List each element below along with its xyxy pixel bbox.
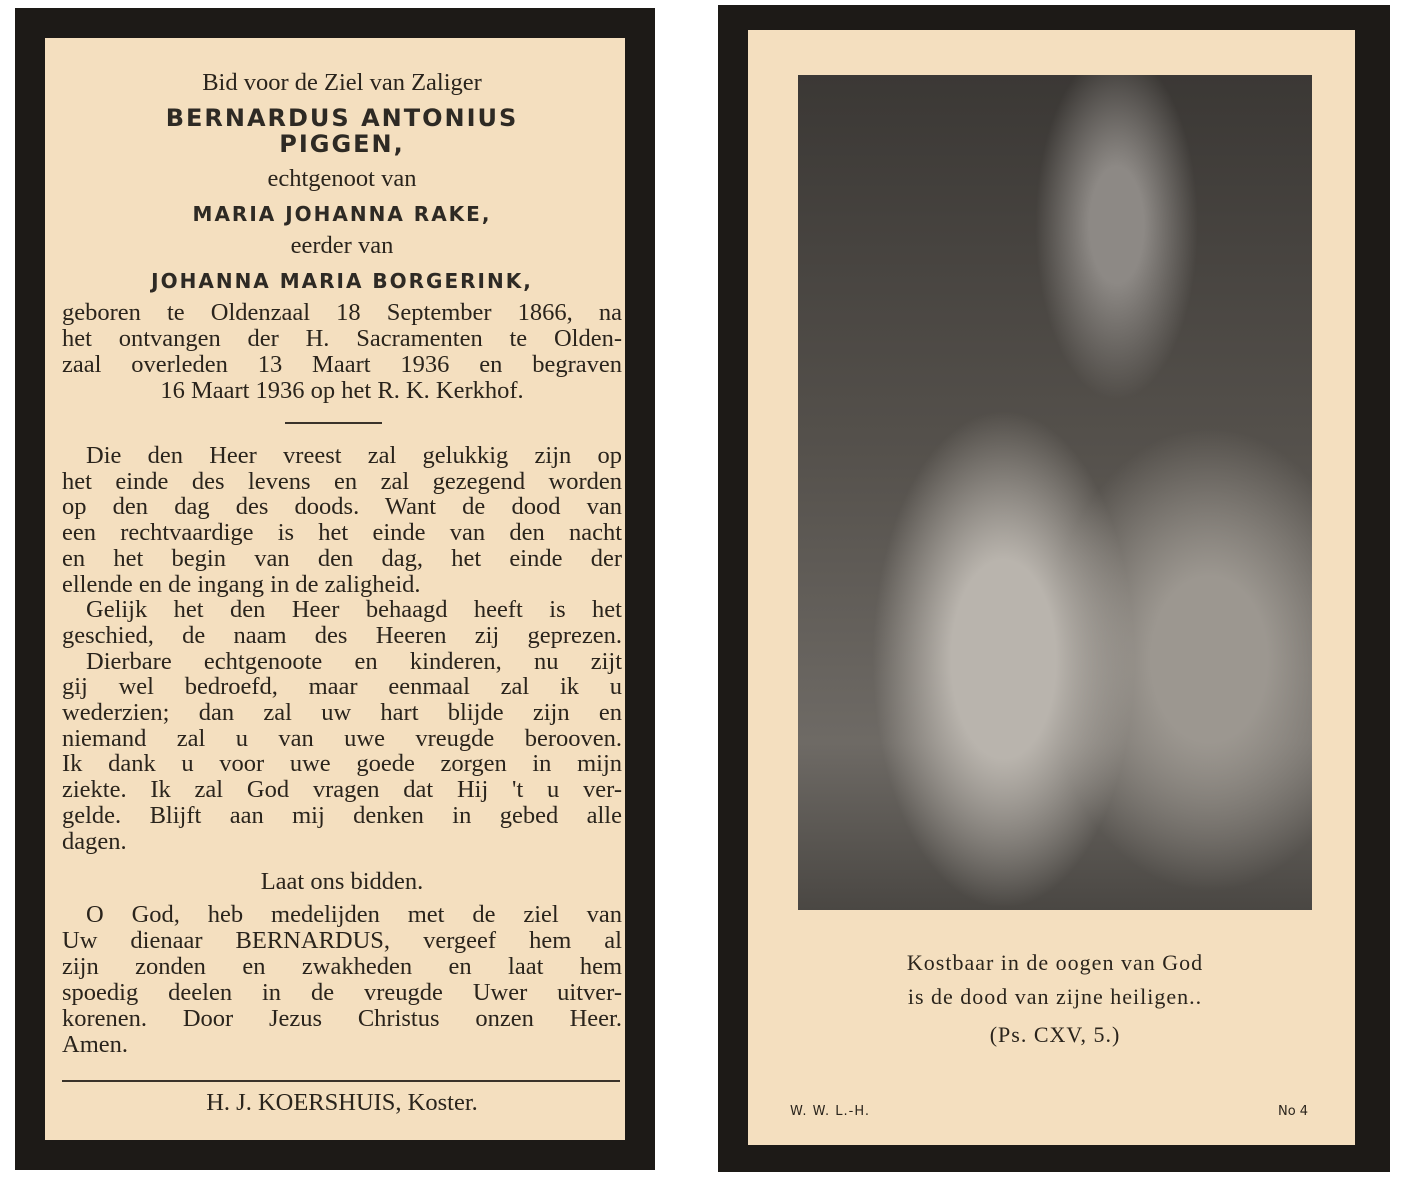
signature-divider xyxy=(62,1080,620,1082)
prayer-heading: Laat ons bidden. xyxy=(260,868,424,895)
text-line: ellende en de ingang in de zaligheid. xyxy=(62,570,421,598)
text-line: Dierbare echtgenoote en kinderen, nu zijt xyxy=(86,647,622,675)
text-line: ziekte. Ik zal God vragen dat Hij 't u ver- xyxy=(62,776,622,804)
text-line: gelde. Blijft aan mij denken in gebed alle xyxy=(62,801,622,829)
text-line: Die den Heer vreest zal gelukkig zijn op xyxy=(86,442,622,469)
text-line: Amen. xyxy=(62,1031,128,1058)
text-line: spoedig deelen in de vreugde Uwer uitver- xyxy=(62,979,622,1006)
text-line: gij wel bedroefd, maar eenmaal zal ik u xyxy=(62,673,622,701)
deceased-surname: PIGGEN, xyxy=(279,130,405,158)
citation: (Ps. CXV, 5.) xyxy=(989,1022,1121,1047)
former-intro: eerder van xyxy=(290,232,394,259)
text-line: korenen. Door Jezus Christus onzen Heer. xyxy=(62,1005,622,1032)
text-line: en het begin van den dag, het einde der xyxy=(62,544,622,572)
deceased-name: BERNARDUS ANTONIUS xyxy=(165,104,519,132)
card-number: No 4 xyxy=(1278,1104,1309,1119)
spouse-name: MARIA JOHANNA RAKE, xyxy=(192,202,492,226)
text-line: Gelijk het den Heer behaagd heeft is het xyxy=(86,596,622,624)
text-line: op den dag des doods. Want de dood van xyxy=(62,493,622,521)
former-spouse-name: JOHANNA MARIA BORGERINK, xyxy=(151,269,533,293)
text-line: 16 Maart 1936 op het R. K. Kerkhof. xyxy=(160,377,524,404)
signature: H. J. KOERSHUIS, Koster. xyxy=(206,1089,478,1116)
text-line: Uw dienaar BERNARDUS, vergeef hem al xyxy=(62,927,622,954)
quote-line-1: Kostbaar in de oogen van God xyxy=(906,950,1204,975)
intro: Bid voor de Ziel van Zaliger xyxy=(202,69,482,96)
text-line: geschied, de naam des Heeren zij geprezen. xyxy=(62,621,622,649)
devotional-illustration xyxy=(798,75,1312,910)
text-line: zijn zonden en zwakheden en laat hem xyxy=(62,953,622,980)
spouse-intro: echtgenoot van xyxy=(267,165,417,192)
publisher: W. W. L.-H. xyxy=(790,1104,870,1119)
text-line: een rechtvaardige is het einde van den nacht xyxy=(62,519,622,547)
text-line: wederzien; dan zal uw hart blijde zijn en xyxy=(62,699,622,726)
text-line: dagen. xyxy=(62,827,127,855)
text-line: niemand zal u van uwe vreugde berooven. xyxy=(62,724,622,752)
text-line: zaal overleden 13 Maart 1936 en begraven xyxy=(62,351,622,378)
text-line: geboren te Oldenzaal 18 September 1866, na xyxy=(62,299,622,326)
text-line: het ontvangen der H. Sacramenten te Olden- xyxy=(62,325,622,352)
quote-line-2: is de dood van zijne heiligen.. xyxy=(907,984,1203,1009)
text-line: het einde des levens en zal gezegend worden xyxy=(62,467,622,495)
text-line: Ik dank u voor uwe goede zorgen in mijn xyxy=(62,750,622,778)
text-line: O God, heb medelijden met de ziel van xyxy=(86,901,622,928)
divider xyxy=(285,422,382,424)
